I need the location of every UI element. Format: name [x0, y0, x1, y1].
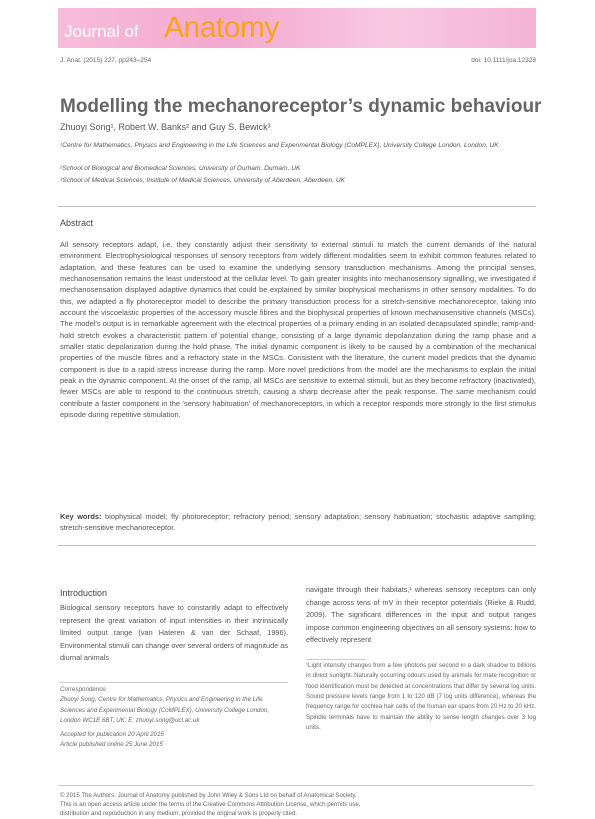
keywords-text: biophysical model; fly photoreceptor; refractory period; sensory adaptation; sensory habituation; stochastic adaptive sampling; stretch-sensitive mechanoreceptor. [60, 512, 536, 533]
correspondence-label: Correspondence [60, 686, 106, 693]
footer-line-2: This is an open access article under the terms of the Creative Commons Attribution License, which permits use, [60, 800, 361, 808]
published-date: Article published online 25 June 2015 [60, 741, 163, 749]
publication-dates [60, 730, 164, 751]
correspondence [60, 685, 288, 727]
section-divider [58, 206, 536, 207]
footnote: ¹Light intensity changes from a few photons per second in a dark shadow to billions in direct sunlight. Naturally occurring odours used by animals for mate recognition or food identification must be detected at concentrations that differ by several log units. Sound pressure levels range from 1 to 120 dB (7 log units difference), whereas the frequency range for cochlea hair cells of the human ear spans from 20 Hz to 20 kHz. Spindle terminals have to maintain the ability to sense length changes over 3 log units. [306, 662, 536, 732]
footnote-divider [306, 659, 366, 660]
license-footer [60, 792, 480, 819]
accepted-date: Accepted for publication 20 April 2015 [60, 731, 164, 738]
article-title: Modelling the mechanoreceptor’s dynamic behaviour [60, 96, 542, 117]
footer-line-1: © 2015 The Authors. Journal of Anatomy published by John Wiley & Sons Ltd on behalf of Anatomical Society. [60, 792, 357, 799]
citation-info: J. Anat. (2015) 227, pp243–254 [60, 57, 152, 64]
footer-divider [58, 785, 534, 786]
journal-banner [58, 8, 536, 48]
affiliation-2: ²School of Biological and Biomedical Sciences, University of Durham, Durham, UK [60, 165, 301, 172]
affiliation-1: ¹Centre for Mathematics, Physics and Engineering in the Life Sciences and Experimental Biology (CoMPLEX), University College London, London, UK [60, 142, 499, 149]
section-divider [58, 545, 536, 546]
abstract-text: All sensory receptors adapt, i.e. they constantly adjust their sensitivity to external stimuli to match the current demands of the natural environment. Electrophysiological responses of sensory receptors from widely different modalities seem to exhibit common features related to adaptation, and these features can be used to examine the underlying sensory transduction mechanisms. Among the principal senses, mechanosensation remains the least understood at the cellular level. To gain greater insights into mechanosensory signalling, we investigated if mechanosensation displayed adaptive dynamics that could be explained by similar biophysical mechanisms in other sensory modalities. To do this, we adapted a fly photoreceptor model to describe the primary transduction process for a stretch-sensitive mechanoreceptor, taking into account the viscoelastic properties of the accessory muscle fibres and the biophysical properties of known mechanosensitive channels (MSCs). The model's output is in remarkable agreement with the electrical properties of a primary ending in an isolated decapsulated spindle; ramp-and-hold stretch evokes a characteristic pattern of potential change, consisting of a large dynamic depolarization during the ramp phase and a smaller static depolarization during the hold phase. The initial dynamic component is likely to be caused by a combination of the mechanical properties of the muscle fibres and a refractory state in the MSCs. Consistent with the literature, the current model predicts that the dynamic component is due to a rapid stress increase during the ramp. More novel predictions from the model are the mechanisms to explain the initial peak in the dynamic component. At the onset of the ramp, all MSCs are sensitive to external stimuli, but as they become refractory (inactivated), fewer MSCs are able to respond to the continuous stretch, causing a sharp decrease after the peak response. The same mechanism could contribute a faster component in the ‘sensory habituation’ of mechanoreceptors, in which a receptor responds more strongly to the first stimulus episode during repetitive stimulation. [60, 240, 536, 420]
keywords-label: Key words: [60, 512, 102, 521]
correspondence-text: Zhuoyi Song, Centre for Mathematics, Physics and Engineering in the Life Sciences and Experimental Biology (CoMPLEX), University College London, London WC1E 6BT, UK. E: zhuoyi.song@ucl.ac.uk [60, 696, 270, 725]
abstract-heading: Abstract [60, 218, 94, 228]
doi-link[interactable]: doi: 10.1111/joa.12328 [471, 57, 536, 64]
intro-left-column: Biological sensory receptors have to constantly adapt to effectively represent the great variation of input intensities in their intrinsically limited output range (van Hateren & van der Schaaf, 1996). Environmental stimuli can change over several orders of magnitude as diurnal animals [60, 603, 288, 662]
author-list: Zhuoyi Song¹, Robert W. Banks² and Guy S. Bewick³ [60, 122, 271, 132]
journal-name-main: Anatomy [164, 11, 279, 44]
introduction-heading: Introduction [60, 588, 108, 598]
journal-name-prefix: Journal of [64, 22, 139, 41]
affiliation-3: ³School of Medical Sciences, Institute of Medical Sciences, University of Aberdeen, Aberdeen, UK [60, 177, 346, 184]
keywords [60, 511, 536, 534]
correspondence-divider [60, 682, 288, 683]
footer-line-3: distribution and reproduction in any medium, provided the original work is properly cited. [60, 809, 298, 817]
intro-right-column: navigate through their habitats,¹ whereas sensory receptors can only change across tens of mV in their receptor potentials (Rieke & Rudd, 2009). The significant differences in the input and output ranges impose common engineering objectives on all sensory systems: how to effectively represent [306, 585, 536, 644]
